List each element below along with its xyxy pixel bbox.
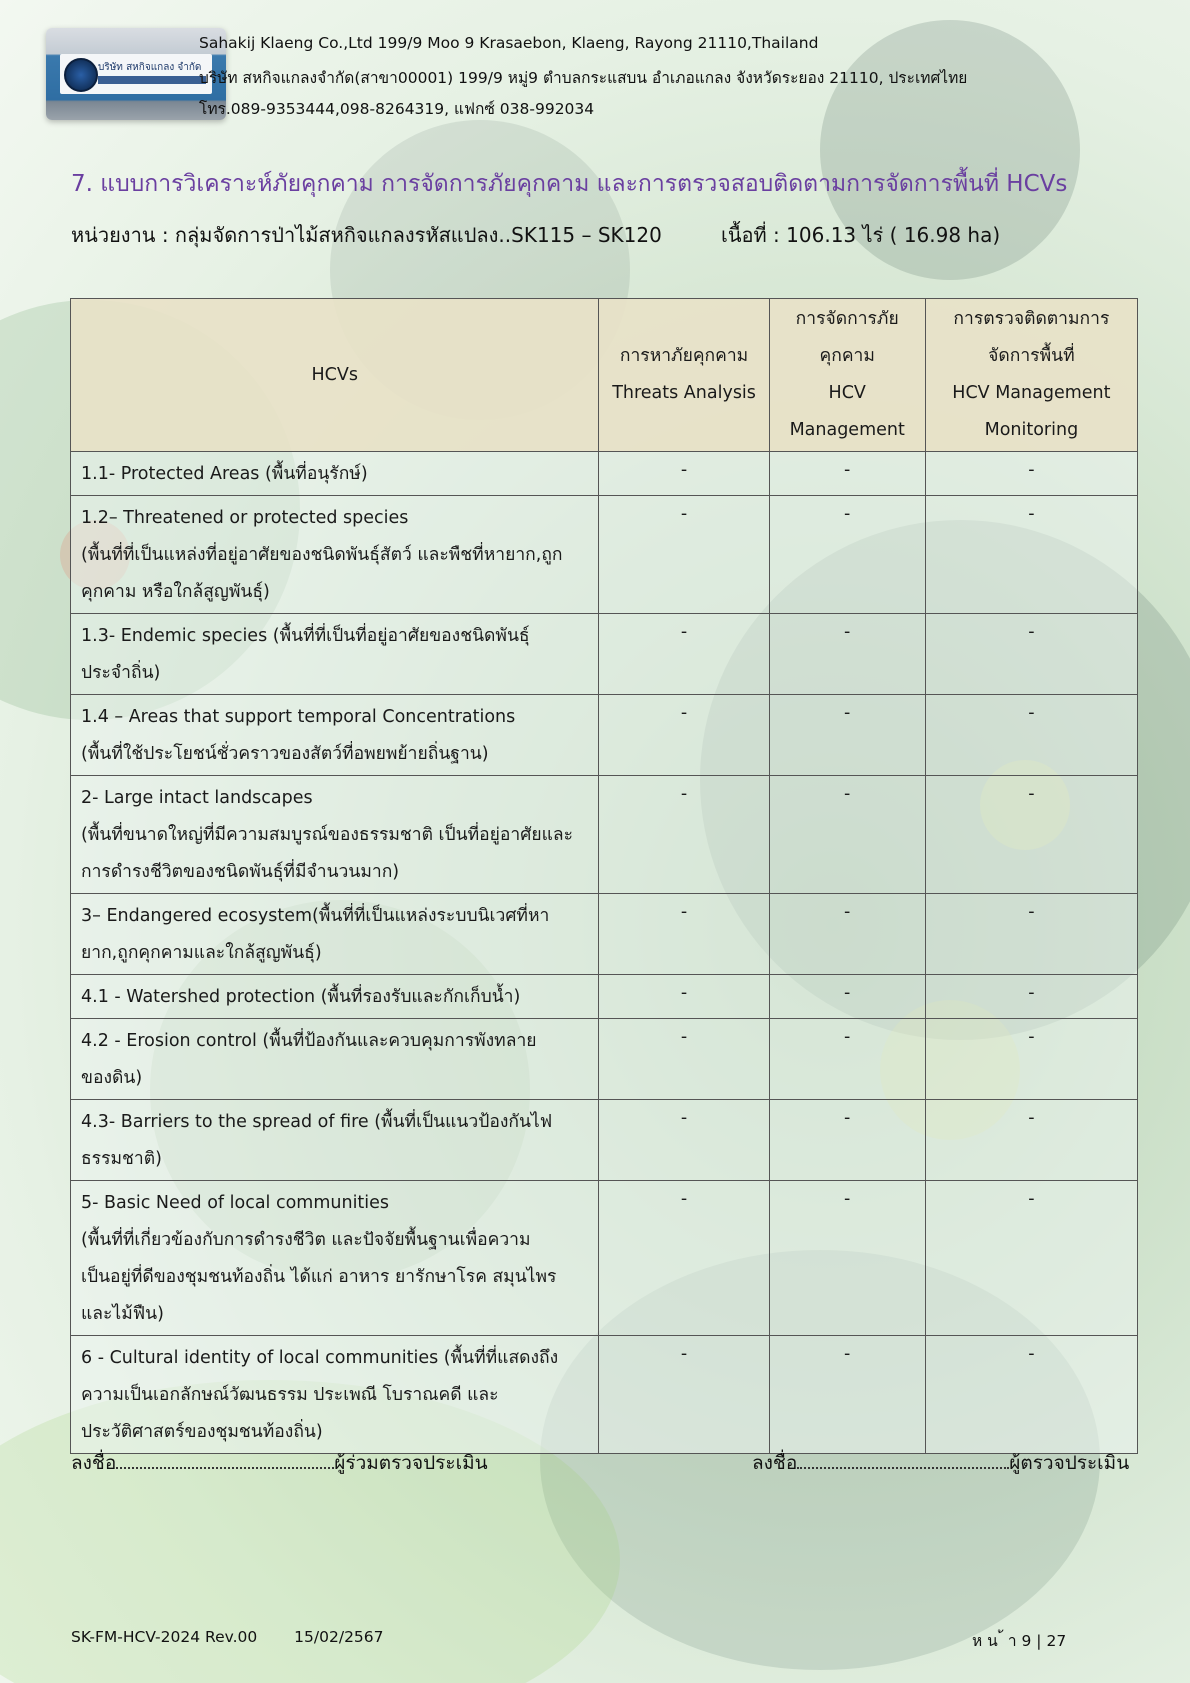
management-cell: -: [769, 614, 925, 695]
management-cell: -: [769, 1019, 925, 1100]
company-emblem-icon: [64, 58, 98, 92]
header-threats: การหาภัยคุกคาม Threats Analysis: [599, 299, 769, 452]
hcv-category: [71, 776, 599, 894]
threats-cell: -: [599, 695, 769, 776]
threats-cell: -: [599, 776, 769, 894]
company-address-th: บริษัท สหกิจแกลงจำกัด(สาขา00001) 199/9 หมู่9 ตำบลกระแสบน อำเภอแกลง จังหวัดระยอง 21110, ประเทศไทย: [199, 69, 968, 87]
table-row: [71, 695, 1138, 776]
hcv-category: [71, 452, 599, 496]
management-cell: -: [769, 496, 925, 614]
table-row: [71, 975, 1138, 1019]
signature-co-assessor: ลงชื่อ ผู้ร่วมตรวจประเมิน: [71, 1452, 488, 1474]
hcv-category-line: การดำรงชีวิตของชนิดพันธุ์ที่มีจำนวนมาก): [81, 862, 400, 882]
hcv-category-line: 5- Basic Need of local communities: [81, 1193, 390, 1213]
threats-cell: -: [599, 614, 769, 695]
page-number: ห น ้ า 9 | 27: [972, 1632, 1067, 1650]
hcv-category-line: 4.2 - Erosion control (พื้นที่ป้องกันและควบคุมการพังทลาย: [81, 1031, 537, 1051]
hcv-category: [71, 1336, 599, 1454]
hcv-category-line: ความเป็นเอกลักษณ์วัฒนธรรม ประเพณี โบราณคดี และ: [81, 1385, 499, 1405]
monitoring-cell: -: [925, 614, 1137, 695]
table-header-row: [71, 299, 1138, 452]
table-row: [71, 1100, 1138, 1181]
hcv-category-line: 1.1- Protected Areas (พื้นที่อนุรักษ์): [81, 464, 368, 484]
hcv-category: [71, 1019, 599, 1100]
hcv-category-line: (พื้นที่ขนาดใหญ่ที่มีความสมบูรณ์ของธรรมชาติ เป็นที่อยู่อาศัยและ: [81, 825, 574, 845]
monitoring-cell: -: [925, 452, 1137, 496]
hcv-category-line: 3– Endangered ecosystem(พื้นที่ที่เป็นแหล่งระบบนิเวศที่หา: [81, 906, 550, 926]
page-title: 7. แบบการวิเคราะห์ภัยคุกคาม การจัดการภัยคุกคาม และการตรวจสอบติดตามการจัดการพื้นที่ HCVs: [71, 171, 1068, 197]
threats-cell: -: [599, 452, 769, 496]
hcv-category: [71, 975, 599, 1019]
monitoring-cell: -: [925, 1181, 1137, 1336]
hcv-category-line: ธรรมชาติ): [81, 1149, 162, 1169]
hcv-category-line: ของดิน): [81, 1068, 143, 1088]
doc-date: 15/02/2567: [294, 1628, 384, 1646]
hcv-category-line: คุกคาม หรือใกล้สูญพันธุ์): [81, 582, 270, 602]
table-row: [71, 894, 1138, 975]
management-cell: -: [769, 452, 925, 496]
hcv-category: [71, 695, 599, 776]
hcv-category: [71, 1181, 599, 1336]
monitoring-cell: -: [925, 496, 1137, 614]
header-management: การจัดการภัย คุกคาม HCV Management: [769, 299, 925, 452]
management-cell: -: [769, 894, 925, 975]
table-row: [71, 1336, 1138, 1454]
hcv-category: [71, 614, 599, 695]
hcv-category-line: 1.2– Threatened or protected species: [81, 508, 409, 528]
table-row: [71, 1019, 1138, 1100]
monitoring-cell: -: [925, 894, 1137, 975]
monitoring-cell: -: [925, 776, 1137, 894]
hcv-category: [71, 894, 599, 975]
signature-assessor: ลงชื่อ ผู้ตรวจประเมิน: [752, 1452, 1130, 1474]
logo-sign-text: บริษัท สหกิจแกลง จำกัด: [98, 62, 202, 73]
management-cell: -: [769, 695, 925, 776]
hcv-category-line: ประจำถิ่น): [81, 663, 161, 683]
hcv-category-line: และไม้ฟืน): [81, 1304, 164, 1324]
management-cell: -: [769, 1181, 925, 1336]
header-hcvs: HCVs: [71, 299, 599, 452]
hcv-category-line: ยาก,ถูกคุกคามและใกล้สูญพันธุ์): [81, 943, 322, 963]
header-monitoring: การตรวจติดตามการ จัดการพื้นที่ HCV Management Monitoring: [925, 299, 1137, 452]
hcv-category-line: ประวัติศาสตร์ของชุมชนท้องถิ่น): [81, 1422, 323, 1442]
management-cell: -: [769, 975, 925, 1019]
management-cell: -: [769, 776, 925, 894]
monitoring-cell: -: [925, 1100, 1137, 1181]
threats-cell: -: [599, 975, 769, 1019]
hcv-category-line: (พื้นที่ที่เกี่ยวข้องกับการดำรงชีวิต และปัจจัยพื้นฐานเพื่อความ: [81, 1230, 531, 1250]
hcv-category-line: 4.1 - Watershed protection (พื้นที่รองรับและกักเก็บน้ำ): [81, 987, 521, 1007]
hcv-table: [70, 298, 1138, 1454]
threats-cell: -: [599, 1181, 769, 1336]
table-row: [71, 1181, 1138, 1336]
threats-cell: -: [599, 1100, 769, 1181]
hcv-category-line: 4.3- Barriers to the spread of fire (พื้นที่เป็นแนวป้องกันไฟ: [81, 1112, 553, 1132]
company-address-en: Sahakij Klaeng Co.,Ltd 199/9 Moo 9 Krasaebon, Klaeng, Rayong 21110,Thailand: [199, 34, 819, 52]
threats-cell: -: [599, 496, 769, 614]
hcv-category: [71, 496, 599, 614]
footer-doc-info: [71, 1628, 384, 1646]
hcv-category-line: 1.4 – Areas that support temporal Concentrations: [81, 707, 516, 727]
monitoring-cell: -: [925, 1019, 1137, 1100]
hcv-category-line: (พื้นที่ใช้ประโยชน์ชั่วคราวของสัตว์ที่อพยพย้ายถิ่นฐาน): [81, 744, 489, 764]
monitoring-cell: -: [925, 695, 1137, 776]
hcv-category-line: 6 - Cultural identity of local communities (พื้นที่ที่แสดงถึง: [81, 1348, 559, 1368]
unit-label: หน่วยงาน : กลุ่มจัดการป่าไม้สหกิจแกลงรหัสแปลง..SK115 – SK120: [71, 223, 662, 247]
table-row: [71, 452, 1138, 496]
hcv-category-line: 1.3- Endemic species (พื้นที่ที่เป็นที่อยู่อาศัยของชนิดพันธุ์: [81, 626, 530, 646]
hcv-category-line: เป็นอยู่ที่ดีของชุมชนท้องถิ่น ได้แก่ อาหาร ยารักษาโรค สมุนไพร: [81, 1267, 557, 1287]
threats-cell: -: [599, 1019, 769, 1100]
management-cell: -: [769, 1100, 925, 1181]
hcv-table-body: [71, 452, 1138, 1454]
unit-line: [71, 219, 1001, 251]
threats-cell: -: [599, 1336, 769, 1454]
hcv-category-line: (พื้นที่ที่เป็นแหล่งที่อยู่อาศัยของชนิดพันธุ์สัตว์ และพืชที่หายาก,ถูก: [81, 545, 563, 565]
table-row: [71, 496, 1138, 614]
hcv-category: [71, 1100, 599, 1181]
monitoring-cell: -: [925, 975, 1137, 1019]
threats-cell: -: [599, 894, 769, 975]
company-contact: โทร.089-9353444,098-8264319, แฟกซ์ 038-992034: [199, 100, 595, 118]
table-row: [71, 776, 1138, 894]
area-label: เนื้อที่ : 106.13 ไร่ ( 16.98 ha): [721, 223, 1001, 247]
management-cell: -: [769, 1336, 925, 1454]
table-row: [71, 614, 1138, 695]
hcv-category-line: 2- Large intact landscapes: [81, 788, 313, 808]
monitoring-cell: -: [925, 1336, 1137, 1454]
doc-code: SK-FM-HCV-2024 Rev.00: [71, 1628, 258, 1646]
